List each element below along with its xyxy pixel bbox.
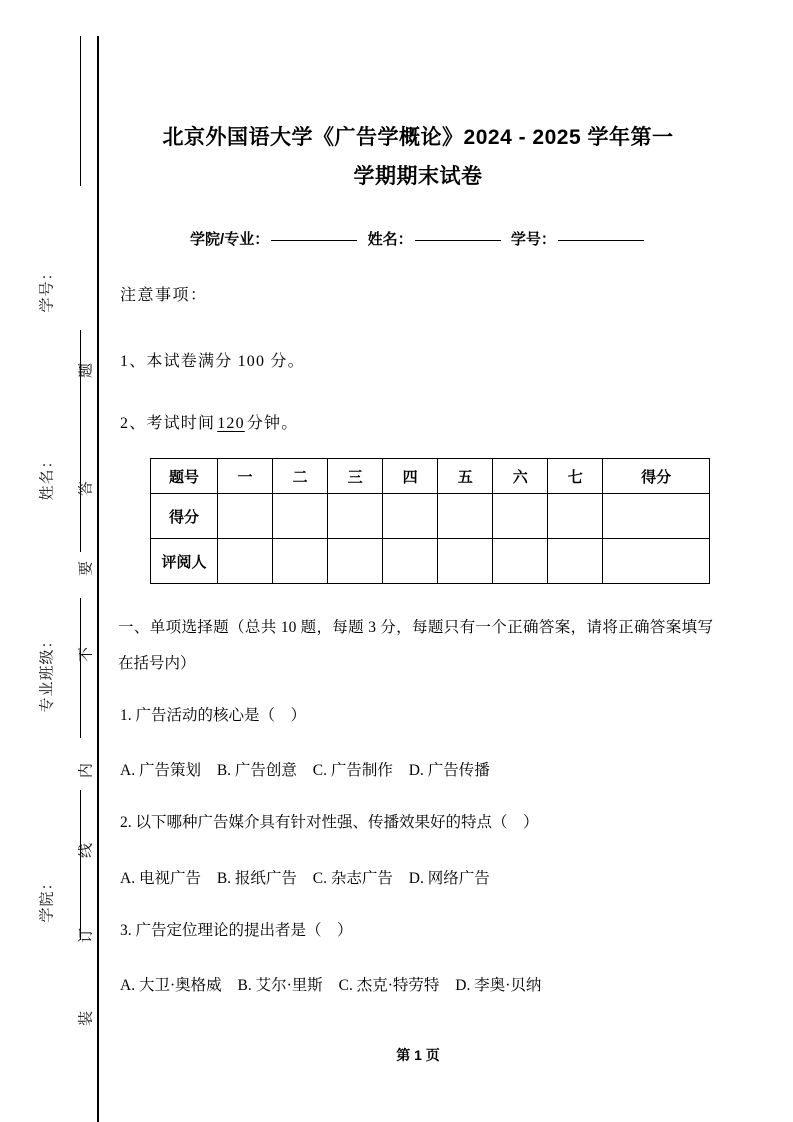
score-cell-1[interactable] (218, 494, 273, 539)
table-row-score (151, 494, 710, 539)
student-id-label: 学号： (510, 231, 556, 248)
page-title (118, 118, 718, 196)
score-table (150, 458, 710, 584)
score-cell-7[interactable] (548, 494, 603, 539)
grader-row-label: 评阅人 (151, 539, 218, 584)
score-cell-total[interactable] (603, 494, 710, 539)
binding-margin (0, 0, 98, 1122)
question-3-option-d[interactable]: D. 李奥·贝纳 (455, 977, 542, 994)
notice-item-2-suffix: 分钟。 (246, 415, 299, 432)
question-2-option-d[interactable]: D. 网络广告 (408, 870, 490, 887)
score-table-header-total: 得分 (603, 459, 710, 494)
student-id-blank[interactable] (558, 239, 644, 241)
name-blank[interactable] (415, 239, 501, 241)
score-table-header-label: 题号 (151, 459, 218, 494)
grader-cell-7[interactable] (548, 539, 603, 584)
score-table-header-1: 一 (218, 459, 273, 494)
question-3-stem: 3. 广告定位理论的提出者是（ ） (120, 922, 353, 939)
grader-cell-total[interactable] (603, 539, 710, 584)
score-table-header-6: 六 (493, 459, 548, 494)
margin-label-column (26, 0, 66, 1122)
score-cell-4[interactable] (383, 494, 438, 539)
question-1-option-c[interactable]: C. 广告制作 (312, 762, 393, 779)
question-3-option-a[interactable]: A. 大卫·奥格威 (120, 977, 222, 994)
grader-cell-3[interactable] (328, 539, 383, 584)
notice-item-2-prefix: 2、考试时间 (120, 415, 216, 432)
question-3-options (120, 975, 716, 997)
notice-item-1: 1、本试卷满分 100 分。 (120, 353, 305, 370)
margin-label-class: 专业班级： (39, 632, 56, 713)
notice-item-2 (120, 410, 298, 433)
score-table-header-4: 四 (383, 459, 438, 494)
table-row-grader (151, 539, 710, 584)
question-3-option-b[interactable]: B. 艾尔·里斯 (237, 977, 323, 994)
score-table-header-5: 五 (438, 459, 493, 494)
margin-label-student-id: 学号： (39, 264, 56, 313)
notice-heading: 注意事项： (120, 287, 208, 304)
score-cell-3[interactable] (328, 494, 383, 539)
student-info-row (118, 228, 718, 249)
college-major-label: 学院/专业： (190, 231, 270, 248)
page-footer: 第 1 页 (396, 1047, 440, 1063)
exam-duration-value[interactable]: 120 (217, 415, 245, 432)
grader-cell-6[interactable] (493, 539, 548, 584)
question-3-option-c[interactable]: C. 杰克·特劳特 (338, 977, 440, 994)
score-row-label: 得分 (151, 494, 218, 539)
page-title-line-1: 北京外国语大学《广告学概论》2024 - 2025 学年第一 (162, 126, 674, 149)
score-table-header-7: 七 (548, 459, 603, 494)
margin-char-1: 题 (78, 363, 95, 379)
page-title-line-2: 学期期末试卷 (353, 165, 483, 188)
question-1-option-b[interactable]: B. 广告创意 (216, 762, 297, 779)
college-major-blank[interactable] (271, 239, 357, 241)
margin-char-3: 要 (78, 561, 95, 577)
score-cell-6[interactable] (493, 494, 548, 539)
score-table-header-3: 三 (328, 459, 383, 494)
margin-char-5: 内 (78, 763, 95, 779)
name-label: 姓名： (367, 231, 413, 248)
margin-char-2: 答 (78, 481, 95, 497)
question-2-option-c[interactable]: C. 杂志广告 (312, 870, 393, 887)
margin-char-8: 装 (78, 1011, 95, 1027)
grader-cell-1[interactable] (218, 539, 273, 584)
score-table-header-2: 二 (273, 459, 328, 494)
question-2-option-a[interactable]: A. 电视广告 (120, 870, 201, 887)
exam-paper-body (118, 0, 718, 1122)
grader-cell-4[interactable] (383, 539, 438, 584)
margin-char-4: 不 (78, 647, 95, 663)
table-row-header (151, 459, 710, 494)
section-heading-1: 一、单项选择题（总共 10 题，每题 3 分，每题只有一个正确答案，请将正确答案填写在括号内） (118, 619, 713, 672)
question-2-option-b[interactable]: B. 报纸广告 (216, 870, 297, 887)
score-cell-5[interactable] (438, 494, 493, 539)
question-2-options (120, 868, 716, 890)
margin-label-name: 姓名： (39, 452, 56, 501)
margin-char-7: 订 (78, 928, 95, 944)
grader-cell-2[interactable] (273, 539, 328, 584)
question-1-option-a[interactable]: A. 广告策划 (120, 762, 201, 779)
question-1-stem: 1. 广告活动的核心是（ ） (120, 707, 307, 724)
margin-label-college: 学院： (39, 874, 56, 923)
score-cell-2[interactable] (273, 494, 328, 539)
question-1-options (120, 760, 716, 782)
grader-cell-5[interactable] (438, 539, 493, 584)
question-1-option-d[interactable]: D. 广告传播 (408, 762, 490, 779)
margin-char-6: 线 (78, 843, 95, 859)
question-2-stem: 2. 以下哪种广告媒介具有针对性强、传播效果好的特点（ ） (120, 814, 539, 831)
margin-char-column (72, 0, 98, 1122)
